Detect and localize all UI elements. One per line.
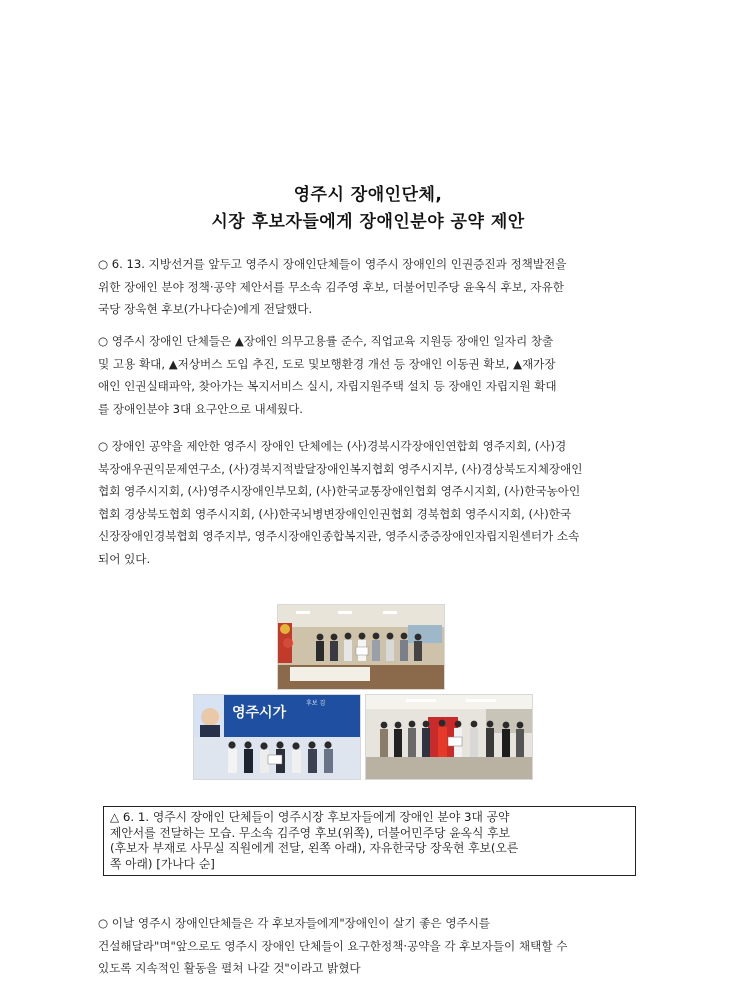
caption-line: 쪽 아래) [가나다 순] bbox=[110, 856, 215, 871]
paragraph-line: 신장장애인경북협회 영주지부, 영주시장애인종합복지관, 영주시중증장애인자립지원센터가 소속 bbox=[98, 529, 580, 544]
paragraph-line: 북장애우권익문제연구소, (사)경북지적발달장애인복지협회 영주시지부, (사)경상북도지체장애인 bbox=[98, 461, 583, 476]
headline-line-1: 영주시 장애인단체, bbox=[293, 185, 443, 205]
paragraph-line: 있도록 지속적인 활동을 펼쳐 나갈 것"이라고 밝혔다 bbox=[98, 961, 361, 976]
headline-line-2: 시장 후보자들에게 장애인분야 공약 제안 bbox=[211, 212, 525, 232]
paragraph-line: ○ 6. 13. 지방선거를 앞두고 영주시 장애인단체들이 영주시 장애인의 인권증진과 정책발전을 bbox=[98, 257, 567, 271]
paragraph-2 bbox=[98, 330, 646, 420]
paragraph-line: 국당 장욱현 후보(가나다순)에게 전달했다. bbox=[98, 302, 313, 317]
caption-line: 제안서를 전달하는 모습. 무소속 김주영 후보(위쪽), 더불어민주당 윤옥식 후보 bbox=[110, 825, 510, 840]
photo-illustration bbox=[278, 605, 444, 689]
banner-text: 영주시가 bbox=[232, 705, 287, 721]
caption-line: △ 6. 1. 영주시 장애인 단체들이 영주시장 후보자들에게 장애인 분야 3대 공약 bbox=[110, 810, 510, 824]
paragraph-1 bbox=[98, 253, 646, 321]
photo-kim-juyoung-delivery bbox=[277, 604, 445, 690]
paragraph-line: 를 장애인분야 3대 요구안으로 내세웠다. bbox=[98, 401, 303, 416]
paragraph-line: ○ 영주시 장애인 단체들은 ▲장애인 의무고용률 준수, 직업교육 지원등 장애인 일자리 창출 bbox=[98, 334, 554, 348]
paragraph-line: 건설해달라"며"앞으로도 영주시 장애인 단체들이 요구한정책·공약을 각 후보자들이 채택할 수 bbox=[98, 938, 568, 953]
photo-illustration bbox=[366, 695, 532, 779]
paragraph-line: 위한 장애인 분야 정책·공약 제안서를 무소속 김주영 후보, 더불어민주당 윤옥식 후보, 자유한 bbox=[98, 279, 564, 294]
caption-line: (후보자 부재로 사무실 직원에게 전달, 왼쪽 아래), 자유한국당 장욱현 후보(오른 bbox=[110, 841, 519, 856]
photo-yun-oksik-office-delivery bbox=[193, 694, 361, 780]
banner-small-text: 후보 김 bbox=[306, 700, 326, 707]
paragraph-line: ○ 이날 영주시 장애인단체들은 각 후보자들에게"장애인이 살기 좋은 영주시를 bbox=[98, 916, 491, 930]
paragraph-4 bbox=[98, 912, 646, 980]
photo-illustration bbox=[194, 695, 360, 779]
paragraph-line: 협회 영주시지회, (사)영주시장애인부모회, (사)한국교통장애인협회 영주시지회, (사)한국농아인 bbox=[98, 484, 581, 499]
paragraph-line: ○ 장애인 공약을 제안한 영주시 장애인 단체에는 (사)경북시각장애인연합회 영주지회, (사)경 bbox=[98, 439, 567, 453]
paragraph-line: 협회 경상북도협회 영주시지회, (사)한국뇌병변장애인인권협회 경북협회 영주시지회, (사)한국 bbox=[98, 506, 572, 521]
paragraph-line: 애인 인권실태파악, 찾아가는 복지서비스 실시, 자립지원주택 설치 등 장애인 자립지원 확대 bbox=[98, 379, 557, 394]
photo-caption-box bbox=[103, 806, 636, 876]
paragraph-line: 되어 있다. bbox=[98, 551, 151, 566]
photo-jang-ukhyun-delivery bbox=[365, 694, 533, 780]
paragraph-3 bbox=[98, 435, 646, 571]
paragraph-line: 및 고용 확대, ▲저상버스 도입 추진, 도로 및보행환경 개선 등 장애인 이동권 확보, ▲재가장 bbox=[98, 356, 556, 371]
